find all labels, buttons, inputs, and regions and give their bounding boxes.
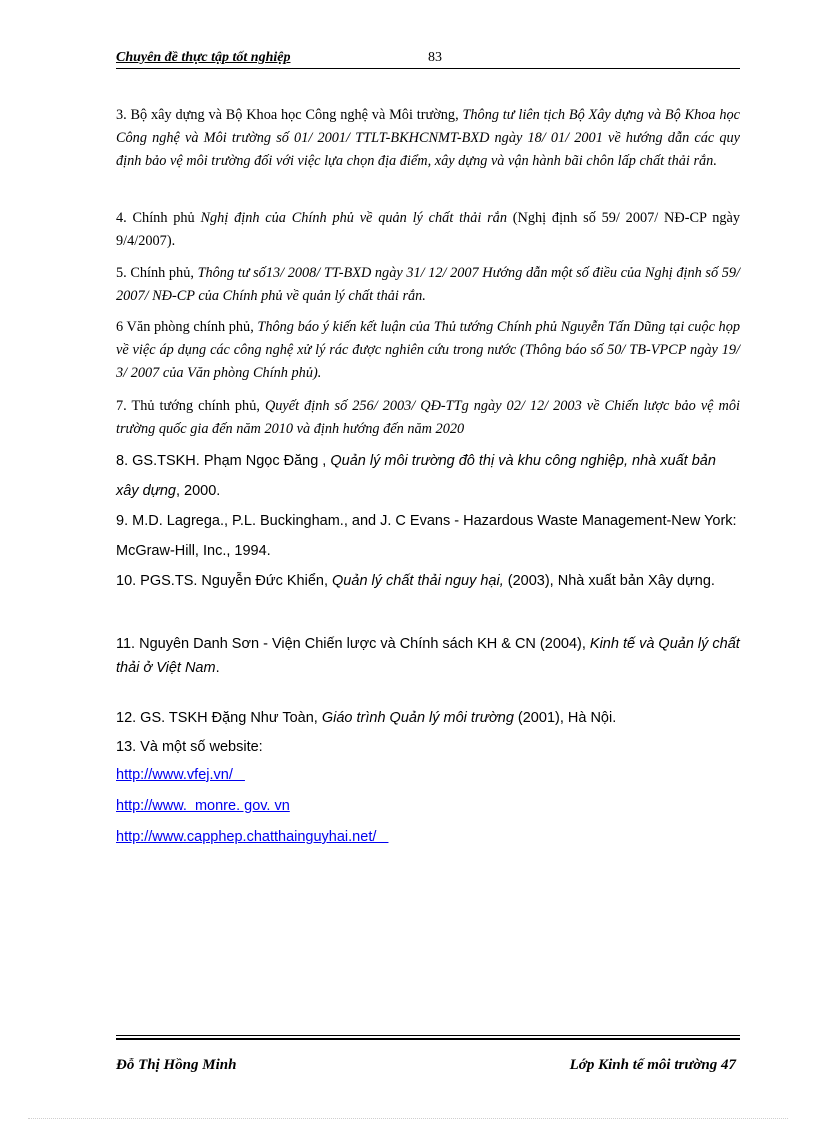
footer-rule [116,1038,740,1040]
reference-author: 4. Chính phủ [116,210,201,226]
page-header [116,48,740,69]
reference-author: 11. Nguyên Danh Sơn - Viện Chiến lược và Chính sách KH & CN (2004), [116,636,590,652]
reference-item [116,446,740,506]
reference-author: 9. M.D. Lagrega., P.L. Buckingham., and J. C Evans - Hazardous Waste Management-New York: McGraw-Hill, Inc., 1994. [116,513,737,559]
reference-author: 8. GS.TSKH. Phạm Ngọc Đăng , [116,453,331,469]
reference-title: Thông tư số13/ 2008/ TT-BXD ngày 31/ 12/ 2007 Hướng dẫn một số điều của Nghị định số 59/ 2007/ NĐ-CP của Chính phủ về quản lý chất thải rắn. [116,265,740,304]
reference-item [116,395,740,441]
reference-title: Quản lý chất thải nguy hại, [332,573,504,589]
reference-author: 13. Và một số website: [116,739,263,755]
reference-item [116,632,740,680]
footer-class-label: Lớp Kinh tế môi trường 47 [569,1057,736,1073]
website-link[interactable]: http://www.vfej.vn/ [116,767,245,783]
reference-tail: (2003), Nhà xuất bản Xây dựng. [503,573,715,589]
reference-author: 3. Bộ xây dựng và Bộ Khoa học Công nghệ và Môi trường, [116,107,463,123]
reference-item [116,316,740,385]
reference-item [116,706,740,730]
reference-tail: , 2000. [175,483,221,499]
reference-tail: . [215,660,220,676]
website-link[interactable]: http://www. monre. gov. vn [116,798,290,814]
reference-tail: (2001), Hà Nội. [513,710,617,726]
reference-title: Kinh tế và Quản lý chất thải ở Việt Nam [116,636,740,676]
reference-item [116,506,740,566]
reference-item [116,735,740,759]
reference-author: 5. Chính phủ, [116,265,198,281]
reference-title: Quyết định số 256/ 2003/ QĐ-TTg ngày 02/ 12/ 2003 về Chiến lược bảo vệ môi trường quốc gia đến năm 2010 và định hướng đến năm 2020 [116,398,740,437]
page-edge [28,1118,788,1119]
page-number: 83 [428,50,442,65]
reference-author: 12. GS. TSKH Đặng Như Toàn, [116,710,322,726]
footer-author: Đỗ Thị Hồng Minh [116,1057,237,1073]
reference-title: Thông tư liên tịch Bộ Xây dựng và Bộ Khoa học Công nghệ và Môi trường số 01/ 2001/ TTLT-BKHCNMT-BXD ngày 18/ 01/ 2001 về hướng dẫn các quy định bảo vệ môi trường đối với việc lựa chọn địa điểm, xây dựng và vận hành bãi chôn lấp chất thải rắn. [116,107,740,169]
reference-title: Quản lý môi trường đô thị và khu công nghiệp, nhà xuất bản xây dựng [116,453,716,499]
reference-author: 6 Văn phòng chính phủ, [116,319,258,335]
reference-item [116,262,740,308]
reference-item [116,207,740,253]
reference-tail: (Nghị định số 59/ 2007/ NĐ-CP ngày 9/4/2007). [116,210,740,249]
reference-item [116,104,740,173]
reference-author: 10. PGS.TS. Nguyễn Đức Khiển, [116,573,333,589]
reference-title: Giáo trình Quản lý môi trường [321,710,514,726]
reference-title: Thông báo ý kiến kết luận của Thủ tướng Chính phủ Nguyễn Tấn Dũng tại cuộc họp về việc áp dụng các công nghệ xử lý rác được nghiên cứu trong nước (Thông báo số 50/ TB-VPCP ngày 19/ 3/ 2007 của Văn phòng Chính phủ). [116,319,740,381]
reference-author: 7. Thủ tướng chính phủ, [116,398,265,414]
reference-title: Nghị định của Chính phủ về quản lý chất thải rắn [200,210,507,226]
reference-item [116,566,740,596]
header-title: Chuyên đề thực tập tốt nghiệp [116,50,291,65]
footer-rule [116,1035,740,1036]
website-link[interactable]: http://www.capphep.chatthainguyhai.net/ [116,829,389,845]
